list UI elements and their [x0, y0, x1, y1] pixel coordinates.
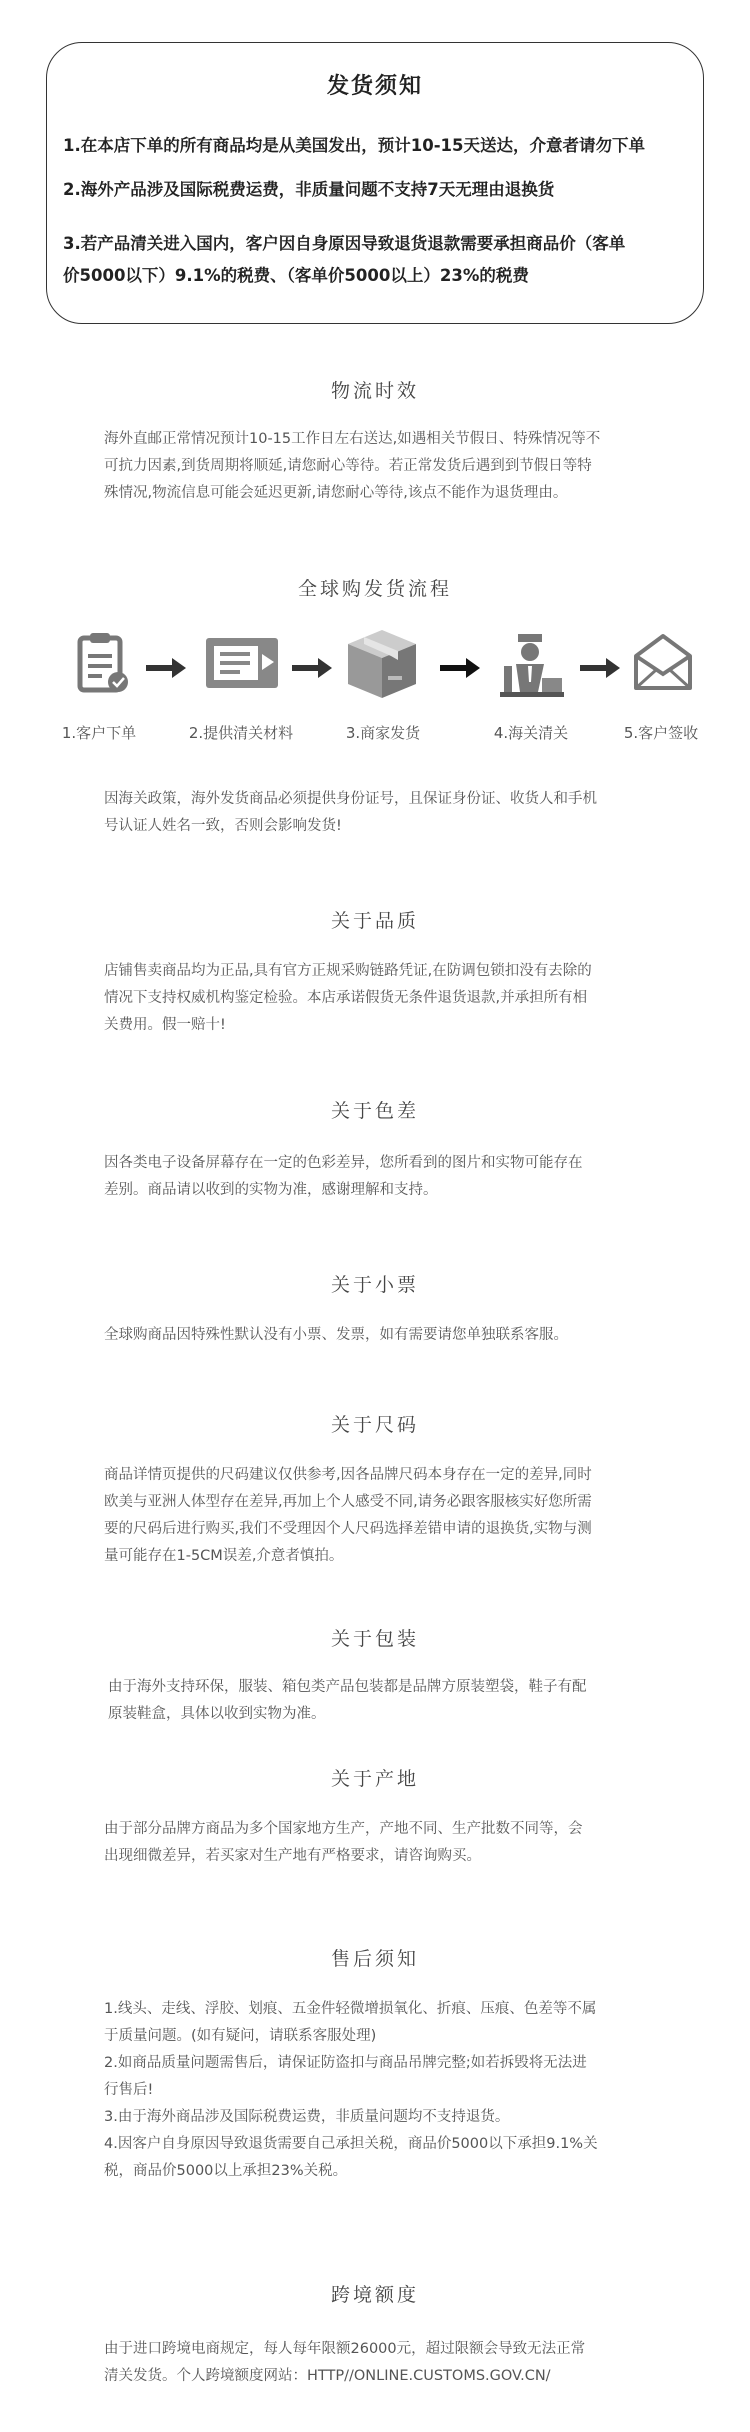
- id-card-icon: [204, 636, 280, 692]
- size-line: 欧美与亚洲人体型存在差异,再加上个人感受不同,请务必跟客服核实好您所需: [104, 1494, 592, 1510]
- size-line: 商品详情页提供的尺码建议仅供参考,因各品牌尺码本身存在一定的差异,同时: [104, 1467, 592, 1483]
- shipping-notice-box: [46, 42, 704, 324]
- notice-line-2: 2.海外产品涉及国际税费运费，非质量问题不支持7天无理由退换货: [63, 180, 555, 199]
- size-text: [104, 1462, 664, 1570]
- receipt-text: [104, 1322, 664, 1349]
- origin-title: 关于产地: [330, 1768, 419, 1790]
- logistics-title: 物流时效: [330, 380, 419, 402]
- quality-line: 情况下支持权威机构鉴定检验。本店承诺假货无条件退货退款,并承担所有相: [104, 990, 588, 1006]
- aftersale-line: 税，商品价5000以上承担23%关税。: [104, 2163, 348, 2179]
- aftersale-line: 1.线头、走线、浮胶、划痕、五金件轻微增损氧化、折痕、压痕、色差等不属: [104, 2001, 597, 2017]
- aftersale-line: 3.由于海外商品涉及国际税费运费，非质量问题均不支持退货。: [104, 2109, 510, 2125]
- origin-text: [104, 1816, 664, 1870]
- notice-line-3: 3.若产品清关进入国内，客户因自身原因导致退货退款需要承担商品价（客单: [63, 234, 626, 253]
- logistics-line: 可抗力因素,到货周期将顺延,请您耐心等待。若正常发货后遇到到节假日等特: [104, 458, 592, 474]
- packaging-title: 关于包装: [330, 1628, 419, 1650]
- quality-title: 关于品质: [330, 910, 419, 932]
- flow-step-label: 3.商家发货: [345, 724, 421, 742]
- clipboard-icon: [72, 632, 136, 698]
- notice-line-1: 1.在本店下单的所有商品均是从美国发出，预计10-15天送达，介意者请勿下单: [63, 136, 646, 155]
- quota-line: 清关发货。个人跨境额度网站：HTTP//ONLINE.CUSTOMS.GOV.CN/: [104, 2368, 551, 2384]
- receipt-line: 全球购商品因特殊性默认没有小票、发票，如有需要请您单独联系客服。: [104, 1327, 568, 1343]
- size-line: 量可能存在1-5CM误差,介意者慎拍。: [104, 1548, 344, 1564]
- flow-title: 全球购发货流程: [297, 578, 452, 600]
- quota-text: [104, 2336, 664, 2390]
- packaging-line: 原装鞋盒，具体以收到实物为准。: [108, 1706, 326, 1722]
- origin-line: 由于部分品牌方商品为多个国家地方生产，产地不同、生产批数不同等，会: [104, 1821, 583, 1837]
- quota-title: 跨境额度: [330, 2284, 419, 2306]
- aftersale-line: 行售后!: [104, 2082, 154, 2098]
- color-title: 关于色差: [330, 1100, 419, 1122]
- envelope-icon: [632, 632, 694, 694]
- flow-note-line: 号认证人姓名一致，否则会影响发货!: [104, 818, 342, 834]
- aftersale-line: 2.如商品质量问题需售后，请保证防盗扣与商品吊牌完整;如若拆毁将无法进: [104, 2055, 587, 2071]
- quality-line: 关费用。假一赔十!: [104, 1017, 226, 1033]
- quality-line: 店铺售卖商品均为正品,具有官方正规采购链路凭证,在防调包锁扣没有去除的: [104, 963, 592, 979]
- flow-step-label: 2.提供清关材料: [188, 724, 294, 742]
- flow-step-label: 1.客户下单: [61, 724, 137, 742]
- arrow-right-icon: [440, 658, 480, 678]
- receipt-title: 关于小票: [330, 1274, 419, 1296]
- customs-officer-icon: [498, 632, 566, 698]
- flow-note: [104, 786, 664, 840]
- flow-step-label: 5.客户签收: [623, 724, 699, 742]
- flow-note-line: 因海关政策，海外发货商品必须提供身份证号，且保证身份证、收货人和手机: [104, 791, 597, 807]
- logistics-line: 殊情况,物流信息可能会延迟更新,请您耐心等待,该点不能作为退货理由。: [104, 485, 568, 501]
- color-line: 因各类电子设备屏幕存在一定的色彩差异，您所看到的图片和实物可能存在: [104, 1155, 583, 1171]
- notice-line-4: 价5000以下）9.1%的税费、（客单价5000以上）23%的税费: [63, 266, 529, 285]
- arrow-right-icon: [146, 658, 186, 678]
- packaging-text: [108, 1674, 668, 1728]
- logistics-text: [104, 426, 664, 507]
- aftersale-text: [104, 1996, 664, 2185]
- packaging-line: 由于海外支持环保，服装、箱包类产品包装都是品牌方原装塑袋，鞋子有配: [108, 1679, 587, 1695]
- arrow-right-icon: [292, 658, 332, 678]
- aftersale-line: 4.因客户自身原因导致退货需要自己承担关税，商品价5000以下承担9.1%关: [104, 2136, 598, 2152]
- logistics-line: 海外直邮正常情况预计10-15工作日左右送达,如遇相关节假日、特殊情况等不: [104, 431, 601, 447]
- aftersale-line: 于质量问题。(如有疑问，请联系客服处理): [104, 2028, 377, 2044]
- notice-title: 发货须知: [326, 74, 423, 99]
- origin-line: 出现细微差异，若买家对生产地有严格要求，请咨询购买。: [104, 1848, 481, 1864]
- size-line: 要的尺码后进行购买,我们不受理因个人尺码选择差错申请的退换货,实物与测: [104, 1521, 592, 1537]
- flow-step-label: 4.海关清关: [493, 724, 569, 742]
- arrow-right-icon: [580, 658, 620, 678]
- size-title: 关于尺码: [330, 1414, 419, 1436]
- quality-text: [104, 958, 664, 1039]
- quota-line: 由于进口跨境电商规定，每人每年限额26000元，超过限额会导致无法正常: [104, 2341, 586, 2357]
- package-box-icon: [344, 626, 420, 702]
- color-line: 差别。商品请以收到的实物为准，感谢理解和支持。: [104, 1182, 438, 1198]
- aftersale-title: 售后须知: [330, 1948, 419, 1970]
- color-text: [104, 1150, 664, 1204]
